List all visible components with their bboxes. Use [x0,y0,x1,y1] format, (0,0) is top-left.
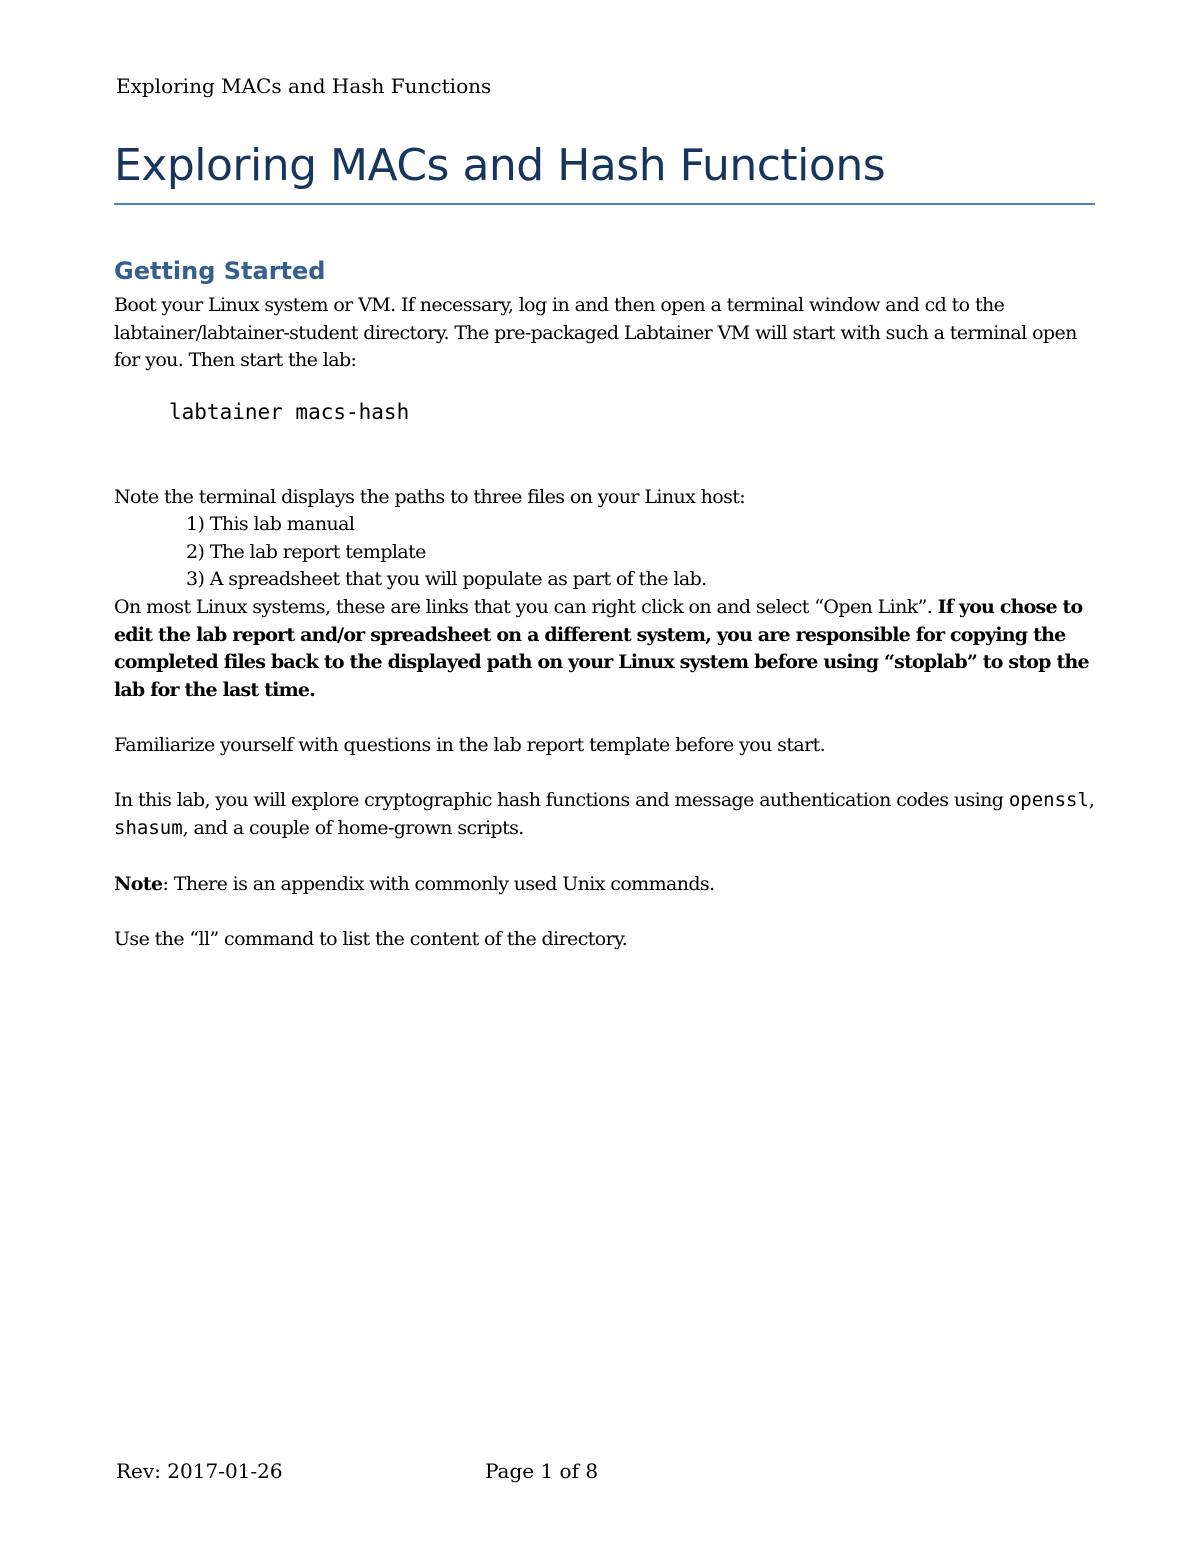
document-title: Exploring MACs and Hash Functions [114,140,886,191]
note-label: Note [114,873,163,895]
lab-overview-paragraph [114,787,1099,842]
terminal-note-paragraph: Note the terminal displays the paths to three files on your Linux host: [114,486,746,508]
overview-suffix: , and a couple of home-grown scripts. [182,816,524,839]
familiarize-paragraph: Familiarize yourself with questions in the lab report template before you start. [114,734,826,756]
list-item: 1) This lab manual [186,513,355,535]
list-item: 2) The lab report template [186,540,426,563]
list-item: 3) A spreadsheet that you will populate as part of the lab. [186,568,707,590]
footer-revision: Rev: 2017-01-26 [116,1459,283,1483]
links-paragraph [114,594,1099,704]
tool-separator: , [1088,789,1095,811]
links-text: On most Linux systems, these are links that you can right click on and select “Open Link”. [114,596,938,618]
footer-page-number: Page 1 of 8 [485,1459,599,1483]
responsibility-warning: If you chose to edit the lab report and/or spreadsheet on a different system, you are responsible for copying the completed files back to the displayed path on your Linux system before using “stoplab” to stop the lab for the last time. [114,596,1089,701]
tool-shasum: shasum [114,816,183,839]
tool-openssl: openssl [1008,789,1089,811]
intro-paragraph: Boot your Linux system or VM. If necessary, log in and then open a terminal window and cd to the labtainer/labtainer-student directory. The pre-packaged Labtainer VM will start with such a terminal open for you. Then start the lab: [114,294,1077,371]
start-lab-command: labtainer macs-hash [169,400,410,424]
note-text: : There is an appendix with commonly used Unix commands. [162,873,715,895]
appendix-note-paragraph [114,871,1099,899]
running-header: Exploring MACs and Hash Functions [116,74,492,98]
overview-prefix: In this lab, you will explore cryptographic hash functions and message authentication codes using [114,789,1009,811]
file-list [186,511,707,594]
ll-command-note: Use the “ll” command to list the content of the directory. [114,928,628,950]
title-divider [114,203,1095,205]
section-heading-getting-started: Getting Started [114,257,326,285]
